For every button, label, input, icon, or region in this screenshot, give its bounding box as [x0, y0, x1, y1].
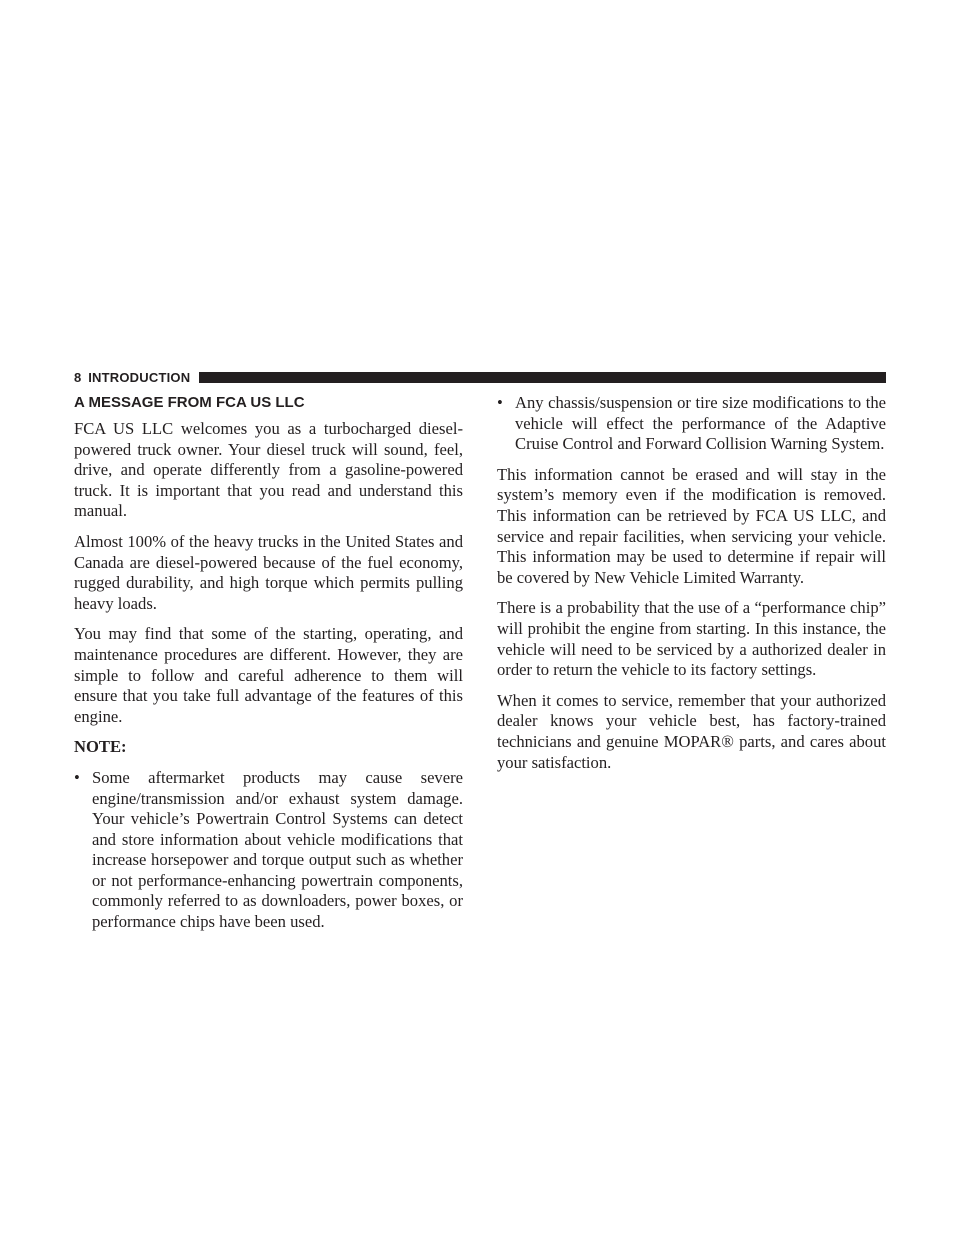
- paragraph-heavy-trucks: Almost 100% of the heavy trucks in the United States and Canada are diesel-powered because of the fuel economy, rugged durability, and high torque which permits pulling heavy loads.: [74, 531, 463, 613]
- note-label: NOTE:: [74, 737, 127, 757]
- bullet-icon: •: [74, 767, 80, 787]
- section-heading: A MESSAGE FROM FCA US LLC: [74, 394, 305, 411]
- paragraph-service: When it comes to service, remember that your authorized dealer knows your vehicle best, has factory-trained technicians and genuine MOPAR® parts, and cares about your satisfaction.: [497, 690, 886, 772]
- section-title: INTRODUCTION: [88, 369, 191, 385]
- list-item: [74, 768, 463, 933]
- paragraph-performance-chip: There is a probability that the use of a “performance chip” will prohibit the engine from starting. In this instance, the vehicle will need to be serviced by a authorized dealer in order to return the vehicle to its factory settings.: [497, 598, 886, 680]
- bullet-icon: •: [497, 393, 503, 412]
- list-item-text: Any chassis/suspension or tire size modifications to the vehicle will effect the performance of the Adaptive Cruise Control and Forward Collision Warning System.: [515, 393, 886, 454]
- list-item-text: Some aftermarket products may cause severe engine/transmission and/or exhaust system damage. Your vehicle’s Powertrain Control Systems can detect and store information about vehicle modifications that increase horsepower and torque output such as whether or not performance-enhancing powertrain components, commonly referred to as downloaders, power boxes, or performance chips have been used.: [92, 767, 463, 932]
- header-rule: [199, 372, 886, 383]
- note-bullet-list-continued: [497, 393, 886, 455]
- paragraph-welcome: FCA US LLC welcomes you as a turbocharged diesel-powered truck owner. Your diesel truck will sound, feel, drive, and operate differently from a gasoline-powered truck. It is important that you read and understand this manual.: [74, 419, 463, 521]
- note-bullet-list: [74, 768, 463, 933]
- paragraph-procedures: You may find that some of the starting, operating, and maintenance procedures are different. However, they are simple to follow and careful adherence to them will ensure that you take full advantage of the features of this engine.: [74, 624, 463, 726]
- page-number: 8: [74, 369, 82, 385]
- page-header: [74, 369, 886, 385]
- right-column: [497, 393, 886, 783]
- left-column: [74, 393, 463, 943]
- paragraph-memory: This information cannot be erased and will stay in the system’s memory even if the modification is removed. This information can be retrieved by FCA US LLC, and service and repair facilities, when servicing your vehicle. This information may be used to determine if repair will be covered by New Vehicle Limited Warranty.: [497, 464, 886, 587]
- list-item: [497, 393, 886, 455]
